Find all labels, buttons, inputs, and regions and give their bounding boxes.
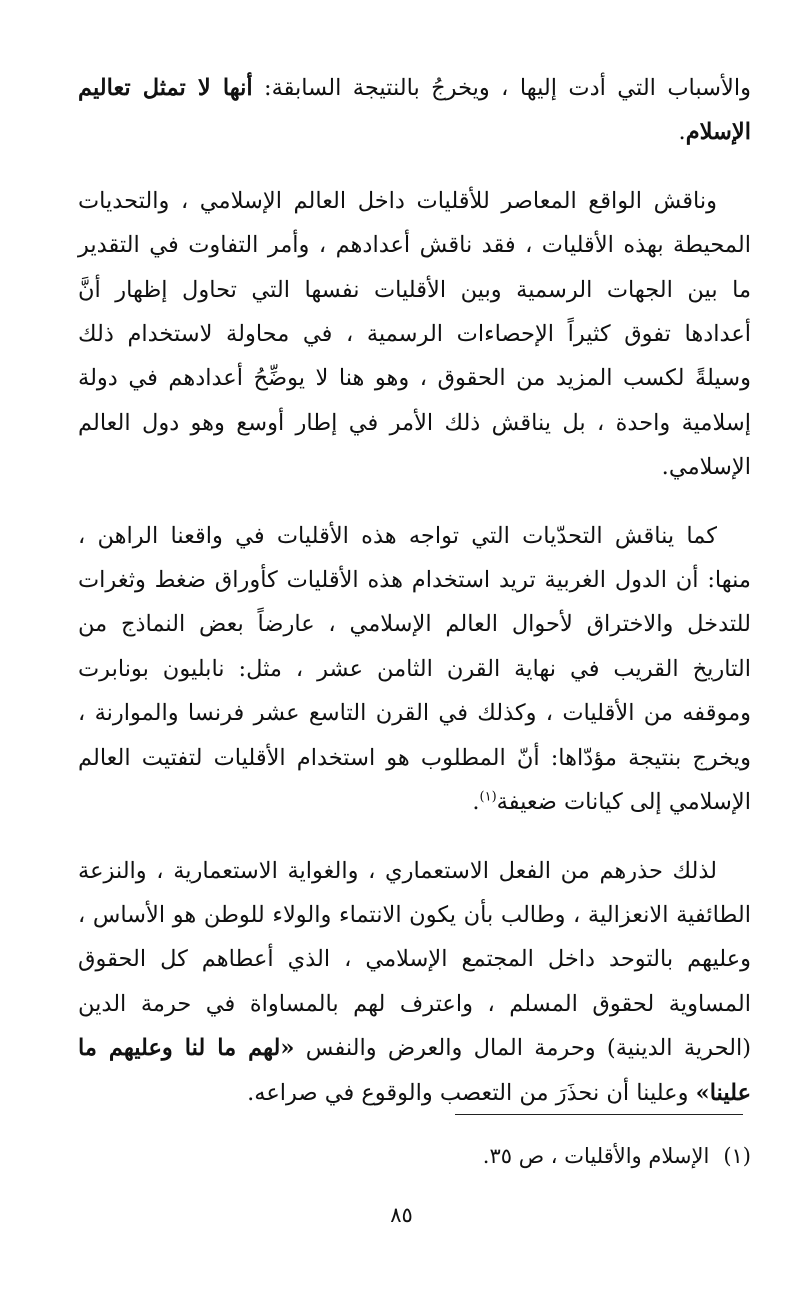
main-text <box>78 66 751 1139</box>
paragraph-4-text: لذلك حذرهم من الفعل الاستعماري ، والغواية الاستعمارية ، والنزعة الطائفية الانعزالية ، وطالب بأن يكون الانتماء والولاء للوطن هو الأساس ، وعليهم بالتوحد داخل المجتمع الإسلامي ، الذي أعطاهم كل الحقوق المساوية لحقوق المسلم ، واعترف لهم بالمساواة في حرمة الدين (الحرية الدينية) وحرمة المال والعرض والنفس <box>78 857 751 1062</box>
paragraph-1-end: . <box>678 119 686 146</box>
paragraph-2 <box>78 179 751 490</box>
paragraph-1-text: والأسباب التي أدت إليها ، ويخرجُ بالنتيجة السابقة: <box>252 75 751 101</box>
footnote <box>483 1140 751 1172</box>
paragraph-4-bold-quote: «لهم ما لنا وعليهم ما علينا» <box>78 1035 751 1106</box>
paragraph-2-text: وناقش الواقع المعاصر للأقليات داخل العالم الإسلامي ، والتحديات المحيطة بهذه الأقليات ، فقد ناقش أعدادهم ، وأمر التفاوت في التقدير ما بين الجهات الرسمية وبين الأقليات نفسها التي تحاول إظهار أنَّ أعدادها تفوق كثيراً الإحصاءات الرسمية ، في محاولة لاستخدام ذلك وسيلةً لكسب المزيد من الحقوق ، وهو هنا لا يوضِّحُ أعدادهم في دولة إسلامية واحدة ، بل يناقش ذلك الأمر في إطار أوسع وهو دول العالم الإسلامي. <box>78 187 751 481</box>
paragraph-4 <box>78 849 751 1115</box>
paragraph-1 <box>78 66 751 155</box>
paragraph-4-end: وعلينا أن نحذَرَ من التعصب والوقوع في صراعه. <box>247 1079 696 1106</box>
paragraph-3-end: . <box>472 789 480 816</box>
footnote-number: (١) <box>723 1144 751 1168</box>
paragraph-3 <box>78 514 751 825</box>
footnote-divider <box>455 1114 743 1115</box>
paragraph-3-text: كما يناقش التحدّيات التي تواجه هذه الأقليات في واقعنا الراهن ، منها: أن الدول الغربية تريد استخدام هذه الأقليات كأوراق ضغط وثغرات للتدخل والاختراق لأحوال العالم الإسلامي ، عارضاً بعض النماذج من التاريخ القريب في نهاية القرن الثامن عشر ، مثل: نابليون بونابرت وموقفه من الأقليات ، وكذلك في القرن التاسع عشر فرنسا والموارنة ، ويخرج بنتيجة مؤدّاها: أنّ المطلوب هو استخدام الأقليات لتفتيت العالم الإسلامي إلى كيانات ضعيفة <box>78 522 751 816</box>
footnote-text: الإسلام والأقليات ، ص ٣٥. <box>482 1144 710 1168</box>
footnote-reference: (١) <box>479 789 497 805</box>
page-number: ٨٥ <box>390 1203 413 1227</box>
paragraph-1-bold-conclusion: أنها لا تمثل تعاليم الإسلام <box>78 75 751 146</box>
